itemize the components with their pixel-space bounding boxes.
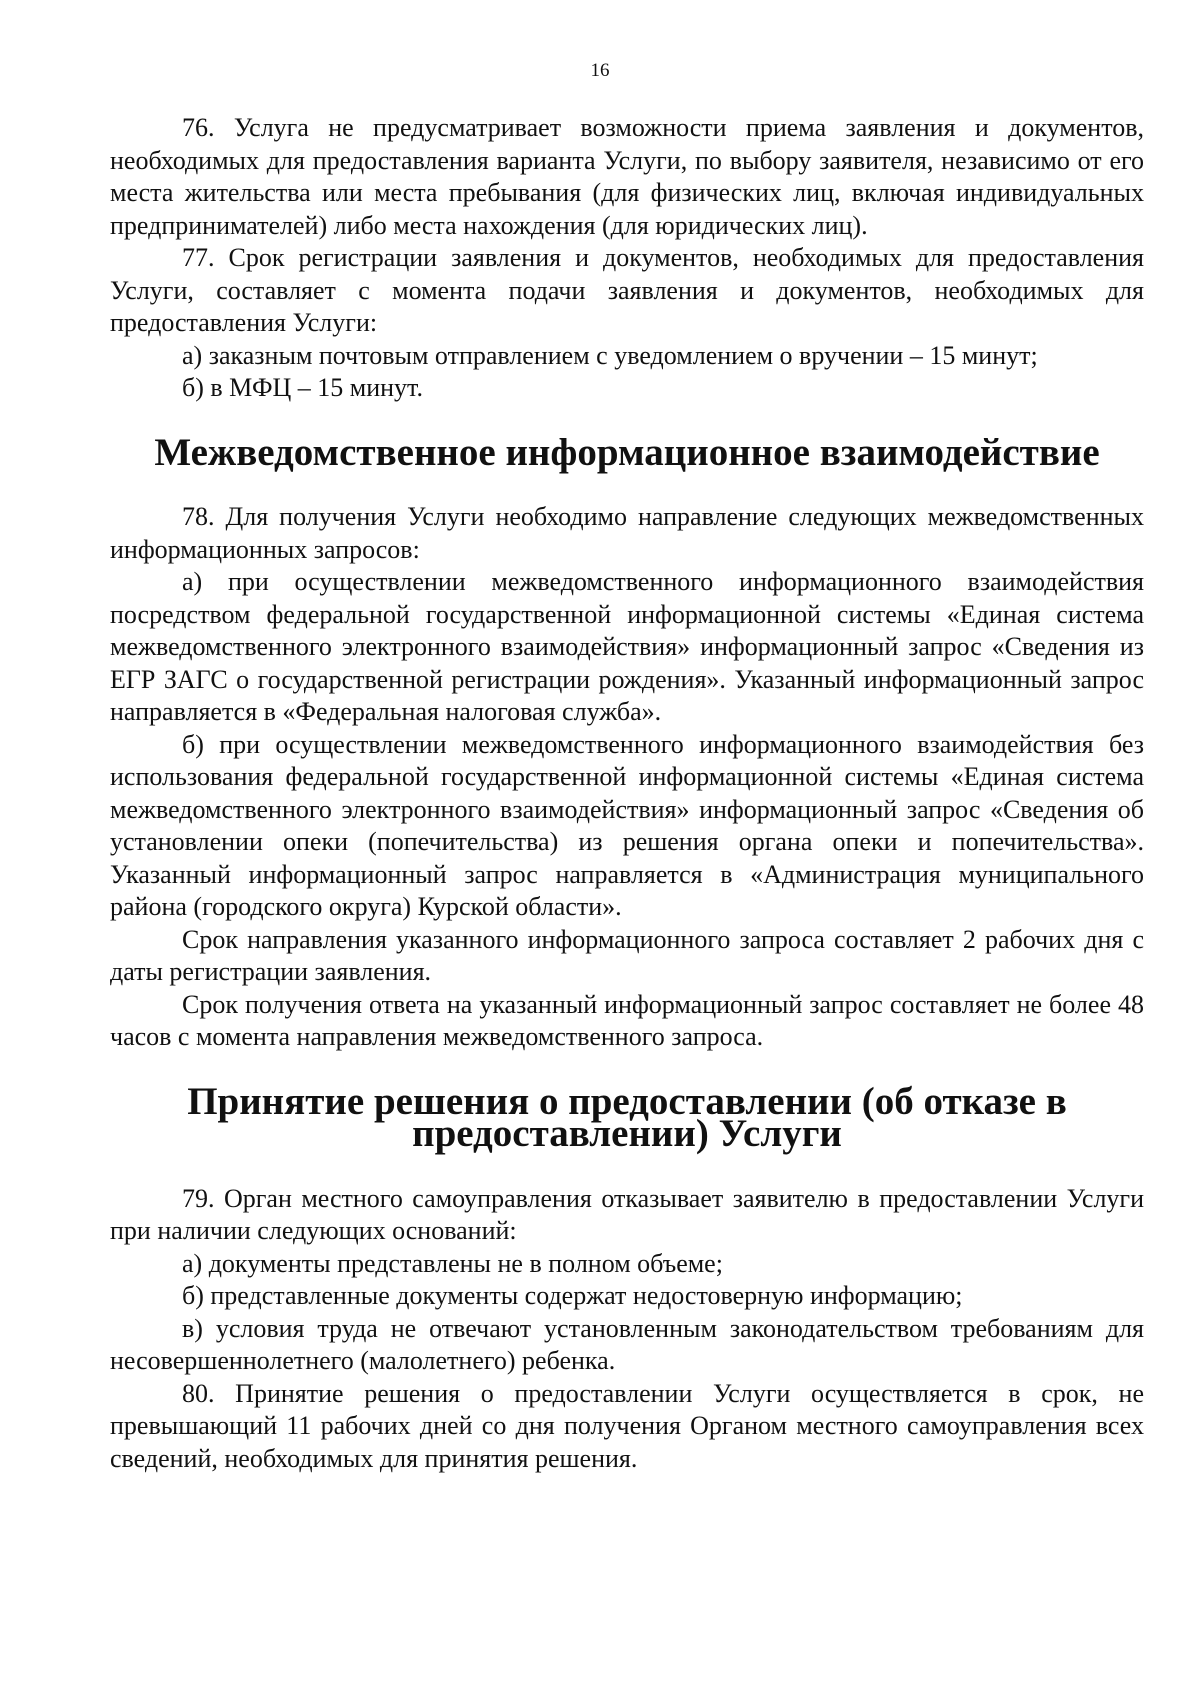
document-body	[110, 112, 1144, 1475]
paragraph-79-b: б) представленные документы содержат недостоверную информацию;	[182, 1281, 963, 1310]
paragraph-request-deadline: Срок направления указанного информационного запроса составляет 2 рабочих дня с даты регистрации заявления.	[110, 924, 1144, 986]
paragraph-78-a: а) при осуществлении межведомственного информационного взаимодействия посредством федеральной государственной информационной системы «Единая система межведомственного электронного взаимодействия» информационный запрос «Сведения из ЕГР ЗАГС о государственной регистрации рождения». Указанный информационный запрос направляется в «Федеральная налоговая служба».	[110, 567, 1144, 726]
section-heading-decision: Принятие решения о предоставлении (об отказе в предоставлении) Услуги	[187, 1079, 1067, 1155]
paragraph-79-c: в) условия труда не отвечают установленным законодательством требованиям для несовершеннолетнего (малолетнего) ребенка.	[110, 1313, 1144, 1375]
page-number: 16	[590, 60, 610, 81]
section-heading-interagency: Межведомственное информационное взаимодействие	[154, 430, 1100, 474]
paragraph-76: 76. Услуга не предусматривает возможности приема заявления и документов, необходимых для предоставления варианта Услуги, по выбору заявителя, независимо от его места жительства или места пребывания (для физических лиц, включая индивидуальных предпринимателей) либо места нахождения (для юридических лиц).	[110, 113, 1144, 240]
paragraph-78-b: б) при осуществлении межведомственного информационного взаимодействия без использования федеральной государственной информационной системы «Единая система межведомственного электронного взаимодействия» информационный запрос «Сведения об установлении опеки (попечительства) из решения органа опеки и попечительства». Указанный информационный запрос направляется в «Администрация муниципального района (городского округа) Курской области».	[110, 729, 1144, 921]
paragraph-response-deadline: Срок получения ответа на указанный информационный запрос составляет не более 48 часов с момента направления межведомственного запроса.	[110, 989, 1144, 1051]
paragraph-78: 78. Для получения Услуги необходимо направление следующих межведомственных информационных запросов:	[110, 502, 1144, 564]
paragraph-77-a: а) заказным почтовым отправлением с уведомлением о вручении – 15 минут;	[182, 340, 1038, 370]
paragraph-79: 79. Орган местного самоуправления отказывает заявителю в предоставлении Услуги при наличии следующих оснований:	[110, 1183, 1144, 1245]
paragraph-77: 77. Срок регистрации заявления и документов, необходимых для предоставления Услуги, составляет с момента подачи заявления и документов, необходимых для предоставления Услуги:	[110, 243, 1144, 337]
paragraph-79-a: а) документы представлены не в полном объеме;	[182, 1248, 723, 1278]
paragraph-77-b: б) в МФЦ – 15 минут.	[182, 373, 423, 402]
paragraph-80: 80. Принятие решения о предоставлении Услуги осуществляется в срок, не превышающий 11 рабочих дней со дня получения Органом местного самоуправления всех сведений, необходимых для принятия решения.	[110, 1378, 1144, 1473]
